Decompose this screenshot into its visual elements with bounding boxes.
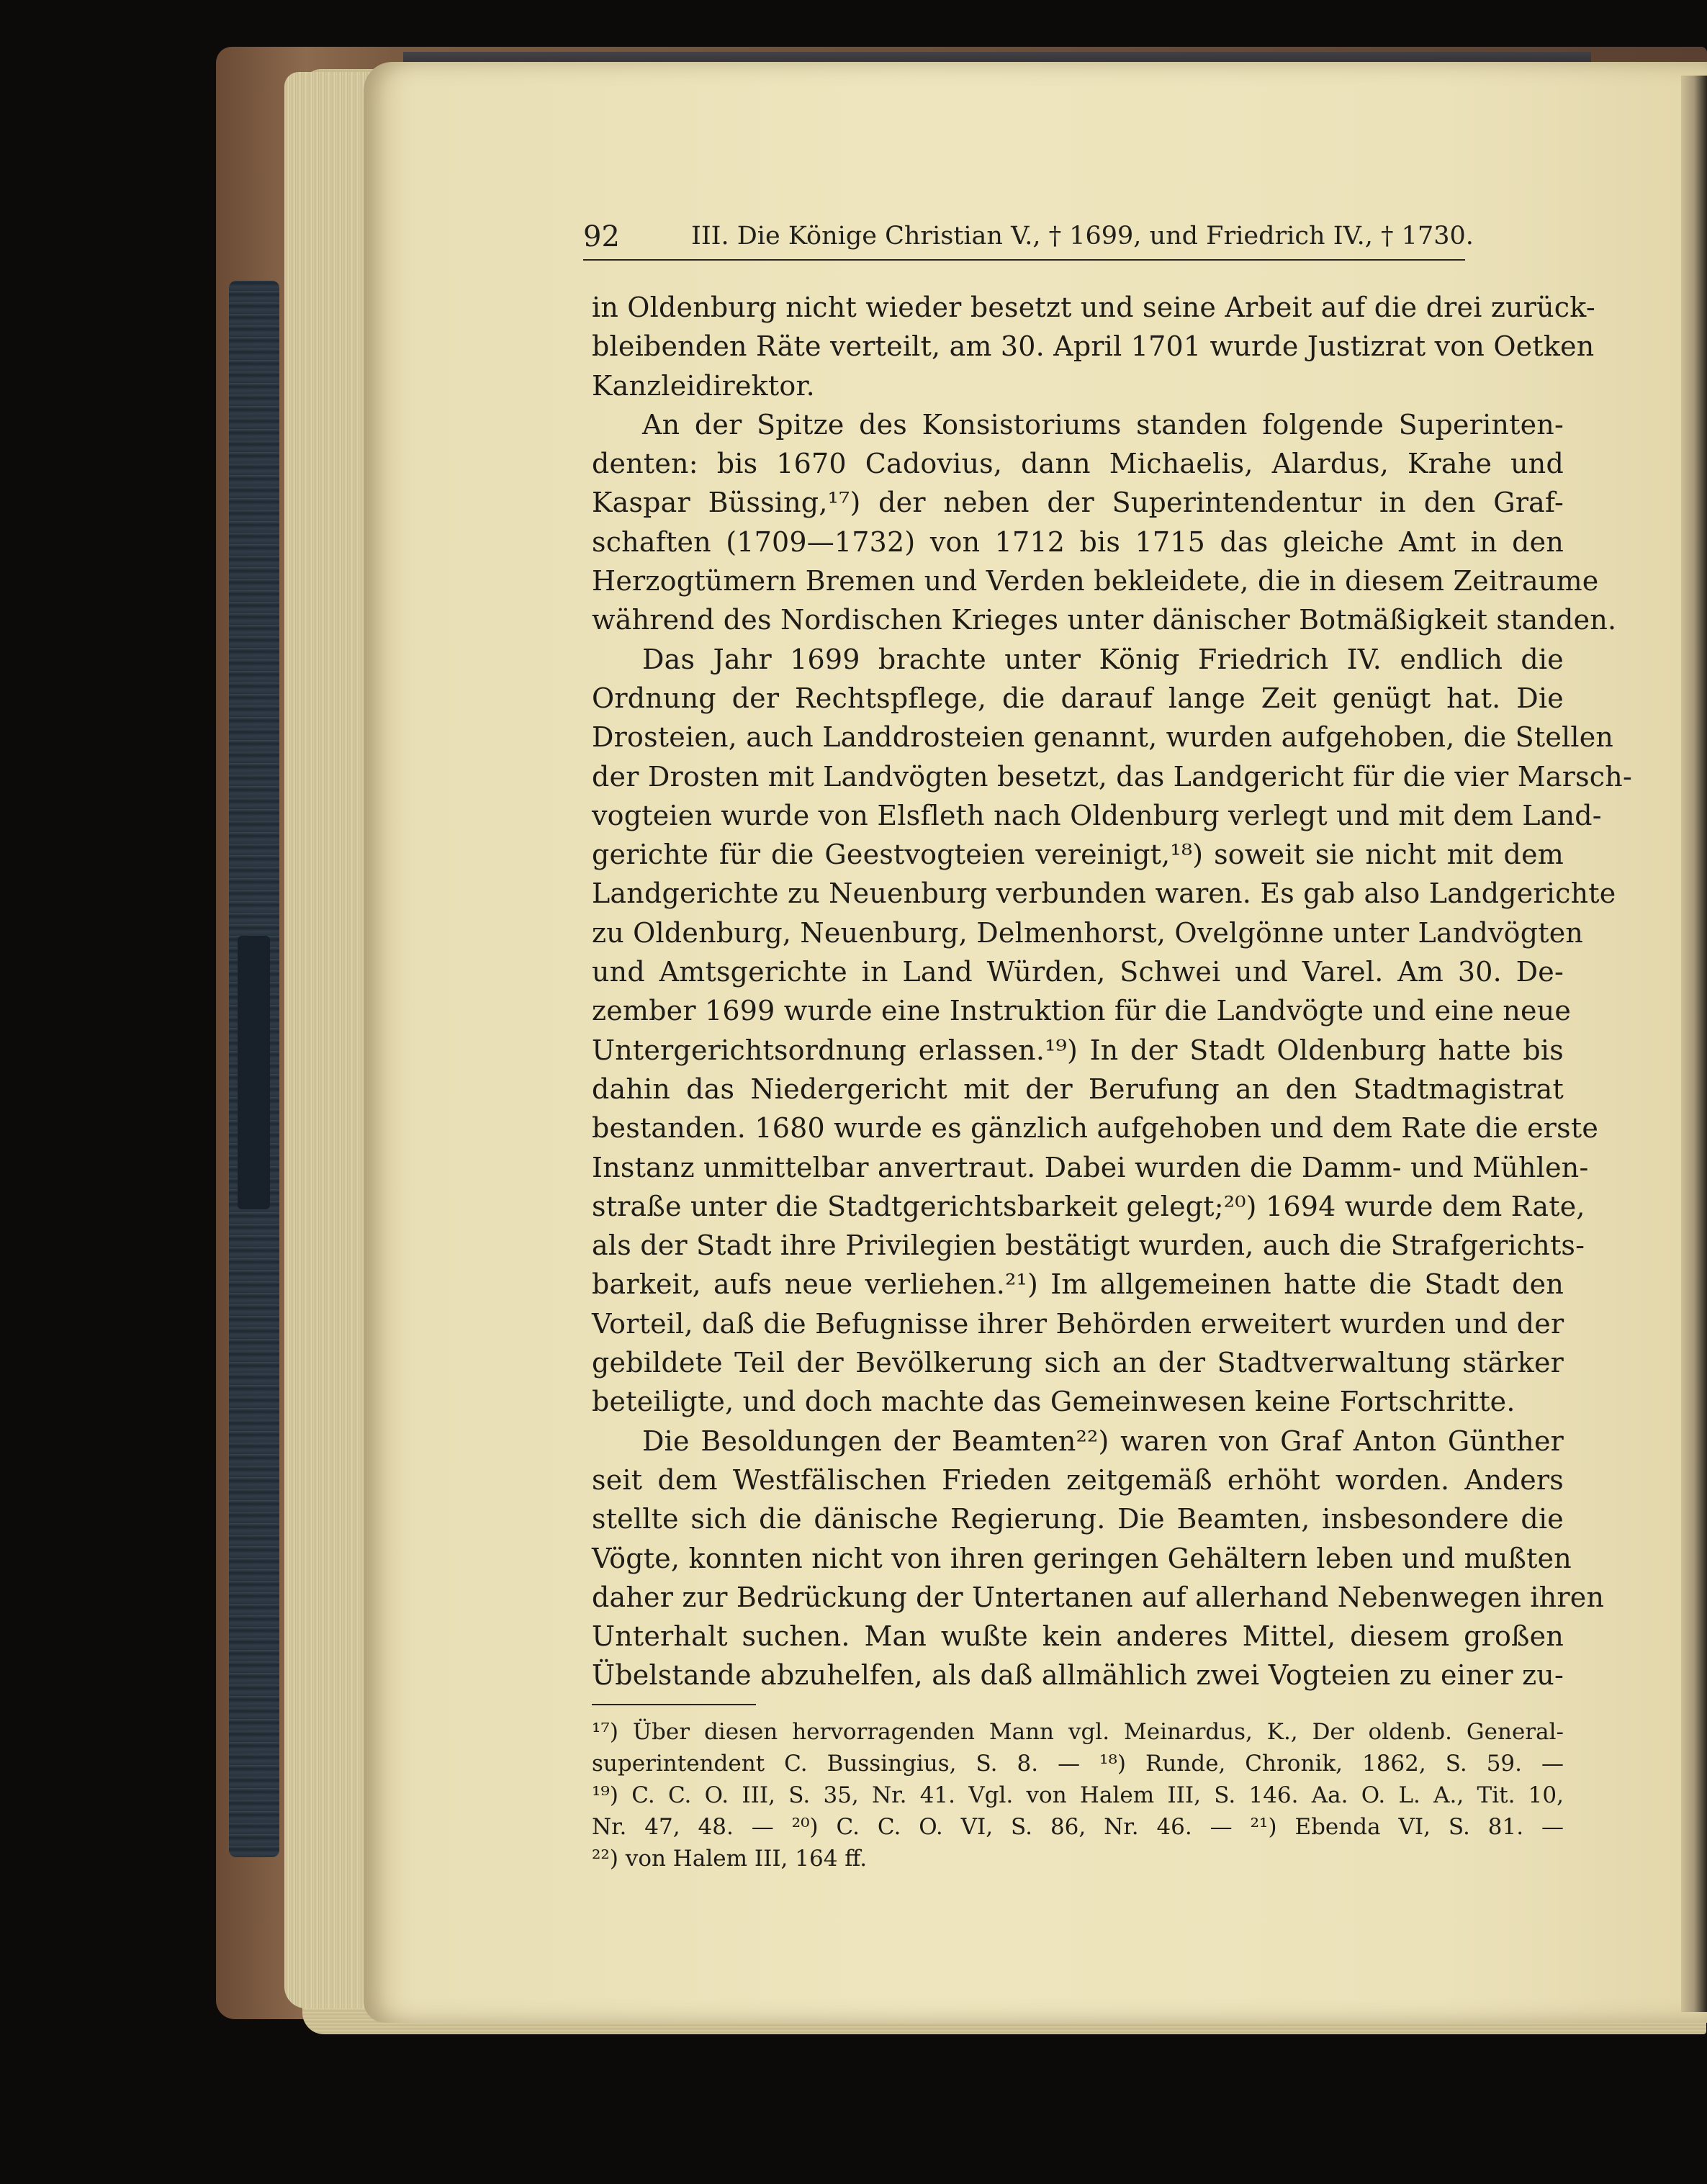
text-line: vogteien wurde von Elsfleth nach Oldenburg verlegt und mit dem Land- <box>592 799 1602 831</box>
text-line: Landgerichte zu Neuenburg verbunden waren. Es gab also Landgerichte <box>592 877 1616 910</box>
text-line: als der Stadt ihre Privilegien bestätigt wurden, auch die Strafgerichts- <box>592 1229 1585 1262</box>
text-line: Übelstande abzuhelfen, als daß allmählich zwei Vogteien zu einer zu- <box>592 1659 1564 1692</box>
text-line: stellte sich die dänische Regierung. Die Beamten, insbesondere die <box>592 1503 1564 1535</box>
footnote-line: ²²) von Halem III, 164 ff. <box>592 1846 868 1872</box>
text-line: Vögte, konnten nicht von ihren geringen Gehältern leben und mußten <box>592 1542 1572 1574</box>
text-line: Die Besoldungen der Beamten²²) waren von Graf Anton Günther <box>642 1425 1564 1457</box>
text-line: Kaspar Büssing,¹⁷) der neben der Superintendentur in den Graf- <box>592 487 1564 519</box>
text-line: Unterhalt suchen. Man wußte kein anderes Mittel, diesem großen <box>592 1620 1564 1653</box>
text-line: straße unter die Stadtgerichtsbarkeit gelegt;²⁰) 1694 wurde dem Rate, <box>592 1190 1585 1222</box>
text-line: Instanz unmittelbar anvertraut. Dabei wurden die Damm- und Mühlen- <box>592 1151 1589 1183</box>
spine-shadow <box>238 936 270 1209</box>
page-number: 92 <box>583 220 620 253</box>
main-text <box>592 288 1633 1695</box>
text-line: gerichte für die Geestvogteien vereinigt,¹⁸) soweit sie nicht mit dem <box>592 839 1564 871</box>
text-line: der Drosten mit Landvögten besetzt, das Landgericht für die vier Marsch- <box>592 760 1633 793</box>
text-line: Drosteien, auch Landdrosteien genannt, wurden aufgehoben, die Stellen <box>592 721 1614 754</box>
text-line: dahin das Niedergericht mit der Berufung an den Stadtmagistrat <box>592 1073 1564 1105</box>
text-line: barkeit, aufs neue verliehen.²¹) Im allgemeinen hatte die Stadt den <box>592 1268 1564 1301</box>
footnote-rule <box>592 1704 756 1705</box>
text-line: beteiligte, und doch machte das Gemeinwesen keine Fortschritte. <box>592 1386 1515 1418</box>
text-line: Ordnung der Rechtspflege, die darauf lange Zeit genügt hat. Die <box>592 682 1564 714</box>
text-line: und Amtsgerichte in Land Würden, Schwei und Varel. Am 30. De- <box>592 956 1564 988</box>
footnote-line: ¹⁷) Über diesen hervorragenden Mann vgl. Meinardus, K., Der oldenb. General- <box>592 1719 1564 1745</box>
text-line: Das Jahr 1699 brachte unter König Friedrich IV. endlich die <box>642 643 1564 675</box>
text-line: zember 1699 wurde eine Instruktion für die Landvögte und eine neue <box>592 995 1572 1027</box>
text-line: während des Nordischen Krieges unter dänischer Botmäßigkeit standen. <box>592 604 1617 636</box>
text-line: in Oldenburg nicht wieder besetzt und seine Arbeit auf die drei zurück- <box>592 292 1595 323</box>
text-line: Herzogtümern Bremen und Verden bekleidete, die in diesem Zeitraume <box>592 565 1599 597</box>
footnote-line: superintendent C. Bussingius, S. 8. — ¹⁸) Runde, Chronik, 1862, S. 59. — <box>592 1751 1564 1777</box>
footnotes <box>592 1716 1564 1874</box>
text-line: Untergerichtsordnung erlassen.¹⁹) In der Stadt Oldenburg hatte bis <box>592 1034 1564 1066</box>
text-line: schaften (1709—1732) von 1712 bis 1715 das gleiche Amt in den <box>592 525 1564 558</box>
text-line: denten: bis 1670 Cadovius, dann Michaelis, Alardus, Krahe und <box>592 448 1564 480</box>
text-line: zu Oldenburg, Neuenburg, Delmenhorst, Ovelgönne unter Landvögten <box>592 916 1584 949</box>
text-line: seit dem Westfälischen Frieden zeitgemäß erhöht worden. Anders <box>592 1463 1564 1496</box>
text-line: bleibenden Räte verteilt, am 30. April 1701 wurde Justizrat von Oetken <box>592 330 1595 363</box>
text-line: gebildete Teil der Bevölkerung sich an der Stadtverwaltung stärker <box>592 1347 1564 1379</box>
footnote-line: ¹⁹) C. C. O. III, S. 35, Nr. 41. Vgl. von Halem III, S. 146. Aa. O. L. A., Tit. 10, <box>592 1782 1564 1808</box>
text-line: Kanzleidirektor. <box>592 369 815 402</box>
page-right-edge <box>1681 76 1707 2012</box>
text-line: daher zur Bedrückung der Untertanen auf allerhand Nebenwegen ihren <box>592 1581 1605 1613</box>
running-title: III. Die Könige Christian V., † 1699, und Friedrich IV., † 1730. <box>691 222 1474 251</box>
text-line: bestanden. 1680 wurde es gänzlich aufgehoben und dem Rate die erste <box>592 1112 1599 1145</box>
footnote-line: Nr. 47, 48. — ²⁰) C. C. O. VI, S. 86, Nr. 46. — ²¹) Ebenda VI, S. 81. — <box>592 1814 1564 1840</box>
running-header <box>583 216 1474 261</box>
text-line: Vorteil, daß die Befugnisse ihrer Behörden erweitert wurden und der <box>592 1307 1564 1340</box>
text-line: An der Spitze des Konsistoriums standen folgende Superinten- <box>642 408 1564 441</box>
